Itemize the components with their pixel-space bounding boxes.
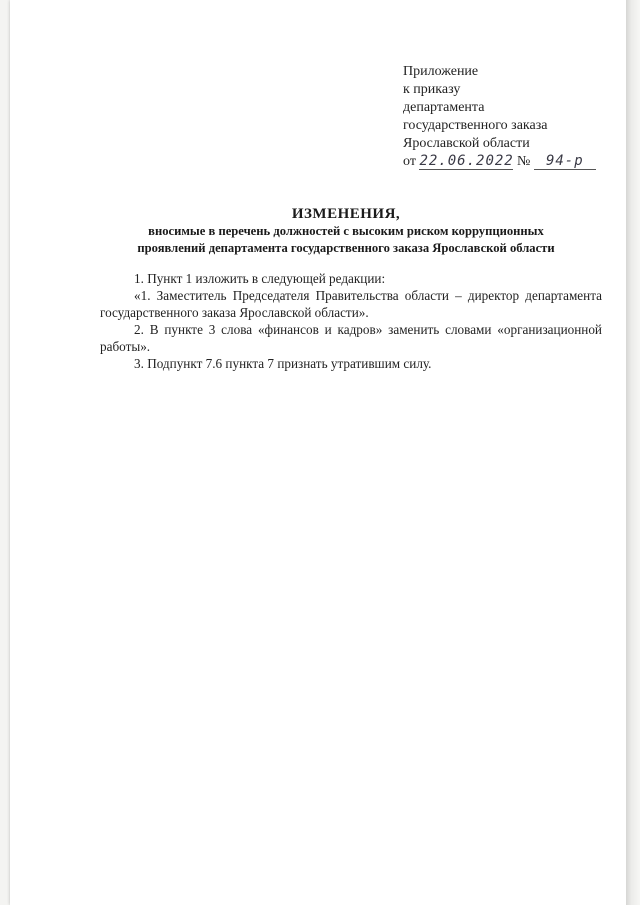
document-page — [10, 0, 626, 905]
document-body — [100, 270, 602, 372]
appendix-line: к приказу — [403, 82, 461, 97]
appendix-line: департамента — [403, 100, 485, 115]
appendix-line: Ярославской области — [403, 136, 530, 151]
title-main: ИЗМЕНЕНИЯ, — [291, 206, 401, 222]
page-edge-shadow — [626, 0, 640, 905]
document-title — [90, 205, 602, 257]
number-sign: № — [516, 154, 531, 169]
appendix-line: государственного заказа — [403, 118, 548, 133]
body-paragraph: 2. В пункте 3 слова «финансов и кадров» заменить словами «организационной работы». — [100, 322, 602, 354]
order-date-number-line — [403, 153, 596, 171]
body-paragraph: 1. Пункт 1 изложить в следующей редакции: — [134, 271, 386, 286]
body-paragraph: 3. Подпункт 7.6 пункта 7 признать утратившим силу. — [134, 356, 432, 371]
handwritten-order-date: 22.06.2022 — [419, 153, 514, 169]
handwritten-order-number: 94-р — [534, 154, 596, 170]
appendix-block — [403, 63, 596, 171]
order-prefix: от — [403, 154, 416, 169]
appendix-line: Приложение — [403, 64, 479, 79]
title-sub-line: вносимые в перечень должностей с высоким риском коррупционных — [148, 224, 544, 238]
title-sub-line: проявлений департамента государственного заказа Ярославской области — [137, 241, 555, 255]
body-paragraph: «1. Заместитель Председателя Правительства области – директор департамента государственного заказа Ярославской области». — [100, 288, 602, 320]
